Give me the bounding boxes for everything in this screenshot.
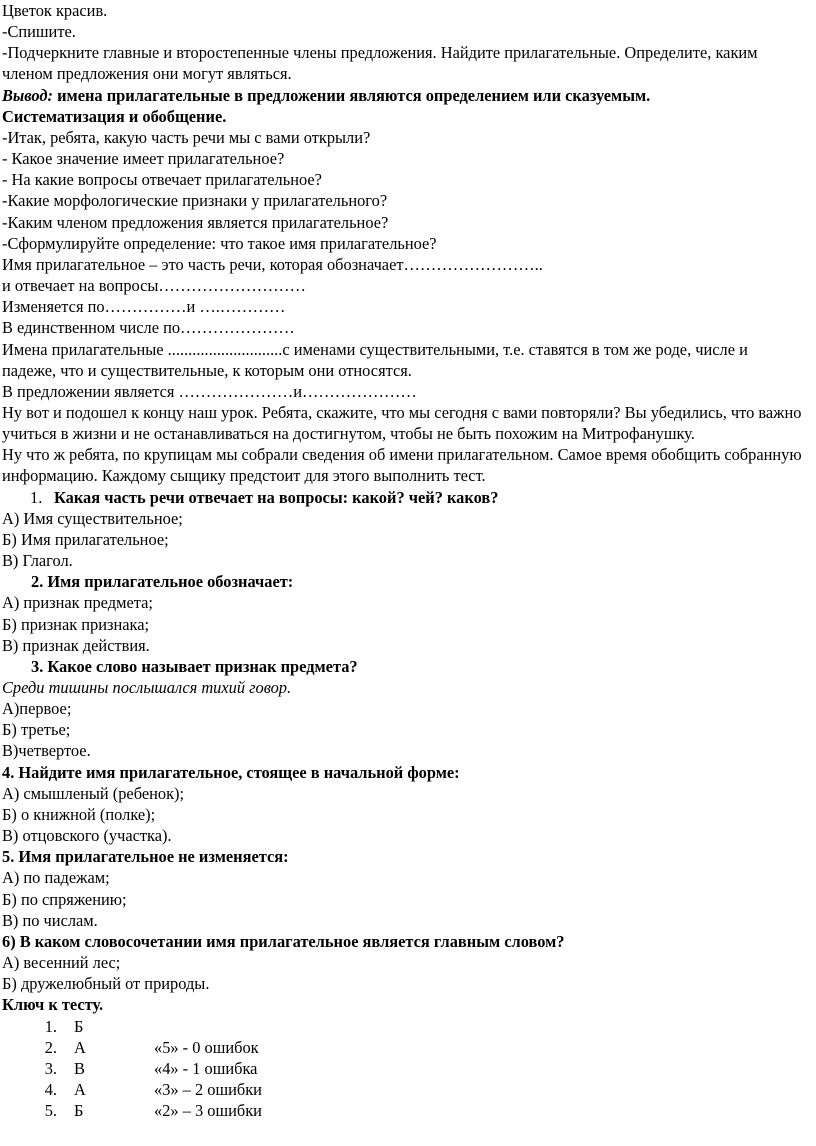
answer-option: Б) дружелюбный от природы. bbox=[2, 974, 210, 994]
key-answer: А bbox=[74, 1037, 86, 1057]
answer-option: Б) по спряжению; bbox=[2, 889, 127, 909]
key-number: 1. bbox=[44, 1016, 57, 1036]
paragraph: Ну вот и подошел к концу наш урок. Ребята, скажите, что мы сегодня с вами повторяли? Вы убедились, что важно учиться в жизни и не останавливаться на достигнутом, чтобы не быть похожим на Митрофанушку. bbox=[2, 402, 802, 444]
question-line: - На какие вопросы отвечает прилагательное? bbox=[2, 170, 322, 190]
paragraph: Ну что ж ребята, по крупицам мы собрали сведения об имени прилагательном. Самое время обобщить собранную информацию. Каждому сыщику предстоит для этого выполнить тест. bbox=[2, 445, 802, 486]
test-question-4: 4. Найдите имя прилагательное, стоящее в начальной форме: bbox=[2, 762, 460, 782]
question-text: Какая часть речи отвечает на вопросы: какой? чей? каков? bbox=[54, 487, 499, 507]
key-number: 3. bbox=[44, 1058, 57, 1078]
answer-option: Б) третье; bbox=[2, 720, 71, 740]
definition-line: Имя прилагательное – это часть речи, которая обозначает…………………….. bbox=[2, 254, 543, 274]
answer-option: В) признак действия. bbox=[2, 635, 150, 655]
answer-key-row bbox=[2, 1079, 802, 1100]
definition-line: В предложении является …………………и………………… bbox=[2, 381, 417, 401]
key-grade: «3» – 2 ошибки bbox=[154, 1079, 262, 1099]
text-line: -Спишите. bbox=[2, 22, 76, 42]
answer-option: А)первое; bbox=[2, 699, 72, 719]
answer-option: В)четвертое. bbox=[2, 741, 91, 761]
test-question-3: 3. Какое слово называет признак предмета? bbox=[31, 656, 358, 676]
answer-option: А) признак предмета; bbox=[2, 593, 153, 613]
example-sentence: Среди тишины послышался тихий говор. bbox=[2, 678, 292, 697]
definition-line: и отвечает на вопросы……………………… bbox=[2, 276, 306, 296]
key-number: 4. bbox=[44, 1079, 57, 1099]
answer-option: А) Имя существительное; bbox=[2, 508, 183, 528]
answer-key-row bbox=[2, 1100, 802, 1121]
text-line: -Подчеркните главные и второстепенные члены предложения. Найдите прилагательные. Определите, каким членом предложения они могут являться. bbox=[2, 43, 758, 84]
definition-line: Имена прилагательные ............................с именами существительными, т.е. ставятся в том же роде, числе и падеже, что и существительные, к которым они относятся. bbox=[2, 339, 748, 380]
answer-option: А) весенний лес; bbox=[2, 953, 121, 973]
question-number: 1. bbox=[30, 487, 43, 507]
key-grade: «4» - 1 ошибка bbox=[154, 1058, 258, 1078]
section-title: Систематизация и обобщение. bbox=[2, 106, 227, 126]
answer-option: Б) о книжной (полке); bbox=[2, 804, 156, 824]
key-number: 2. bbox=[44, 1037, 57, 1057]
key-number: 5. bbox=[44, 1101, 57, 1121]
answer-option: А) смышленый (ребенок); bbox=[2, 783, 185, 803]
answer-option: А) по падежам; bbox=[2, 868, 110, 888]
key-answer: А bbox=[74, 1079, 86, 1099]
answer-option: В) Глагол. bbox=[2, 551, 73, 571]
key-grade: «5» - 0 ошибок bbox=[154, 1037, 259, 1057]
conclusion-line bbox=[2, 85, 802, 106]
key-answer: В bbox=[74, 1058, 85, 1078]
test-question-2: 2. Имя прилагательное обозначает: bbox=[31, 572, 294, 592]
text-line: Цветок красив. bbox=[2, 1, 108, 20]
question-line: -Каким членом предложения является прилагательное? bbox=[2, 212, 389, 232]
definition-line: Изменяется по……………и ….………… bbox=[2, 297, 286, 317]
question-line: -Какие морфологические признаки у прилагательного? bbox=[2, 191, 388, 211]
answer-option: Б) признак признака; bbox=[2, 614, 150, 634]
answer-key-list bbox=[2, 1016, 802, 1122]
definition-line: В единственном числе по………………… bbox=[2, 318, 295, 338]
answer-key-row bbox=[2, 1016, 802, 1037]
test-question-5: 5. Имя прилагательное не изменяется: bbox=[2, 847, 289, 867]
answer-option: В) по числам. bbox=[2, 910, 98, 930]
test-question-1 bbox=[2, 487, 802, 508]
conclusion-label: Вывод: bbox=[2, 85, 53, 105]
test-question-6: 6) В каком словосочетании имя прилагательное является главным словом? bbox=[2, 931, 565, 951]
answer-option: В) отцовского (участка). bbox=[2, 826, 172, 846]
question-line: - Какое значение имеет прилагательное? bbox=[2, 149, 285, 169]
conclusion-text: имена прилагательные в предложении являются определением или сказуемым. bbox=[52, 85, 651, 105]
key-answer: Б bbox=[74, 1016, 84, 1036]
question-line: -Сформулируйте определение: что такое имя прилагательное? bbox=[2, 233, 437, 253]
key-answer: Б bbox=[74, 1101, 84, 1121]
answer-key-row bbox=[2, 1037, 802, 1058]
answer-option: Б) Имя прилагательное; bbox=[2, 529, 169, 549]
key-grade: «2» – 3 ошибки bbox=[154, 1101, 262, 1121]
question-line: -Итак, ребята, какую часть речи мы с вами открыли? bbox=[2, 127, 371, 147]
answer-key-row bbox=[2, 1058, 802, 1079]
answer-key-title: Ключ к тесту. bbox=[2, 995, 104, 1015]
